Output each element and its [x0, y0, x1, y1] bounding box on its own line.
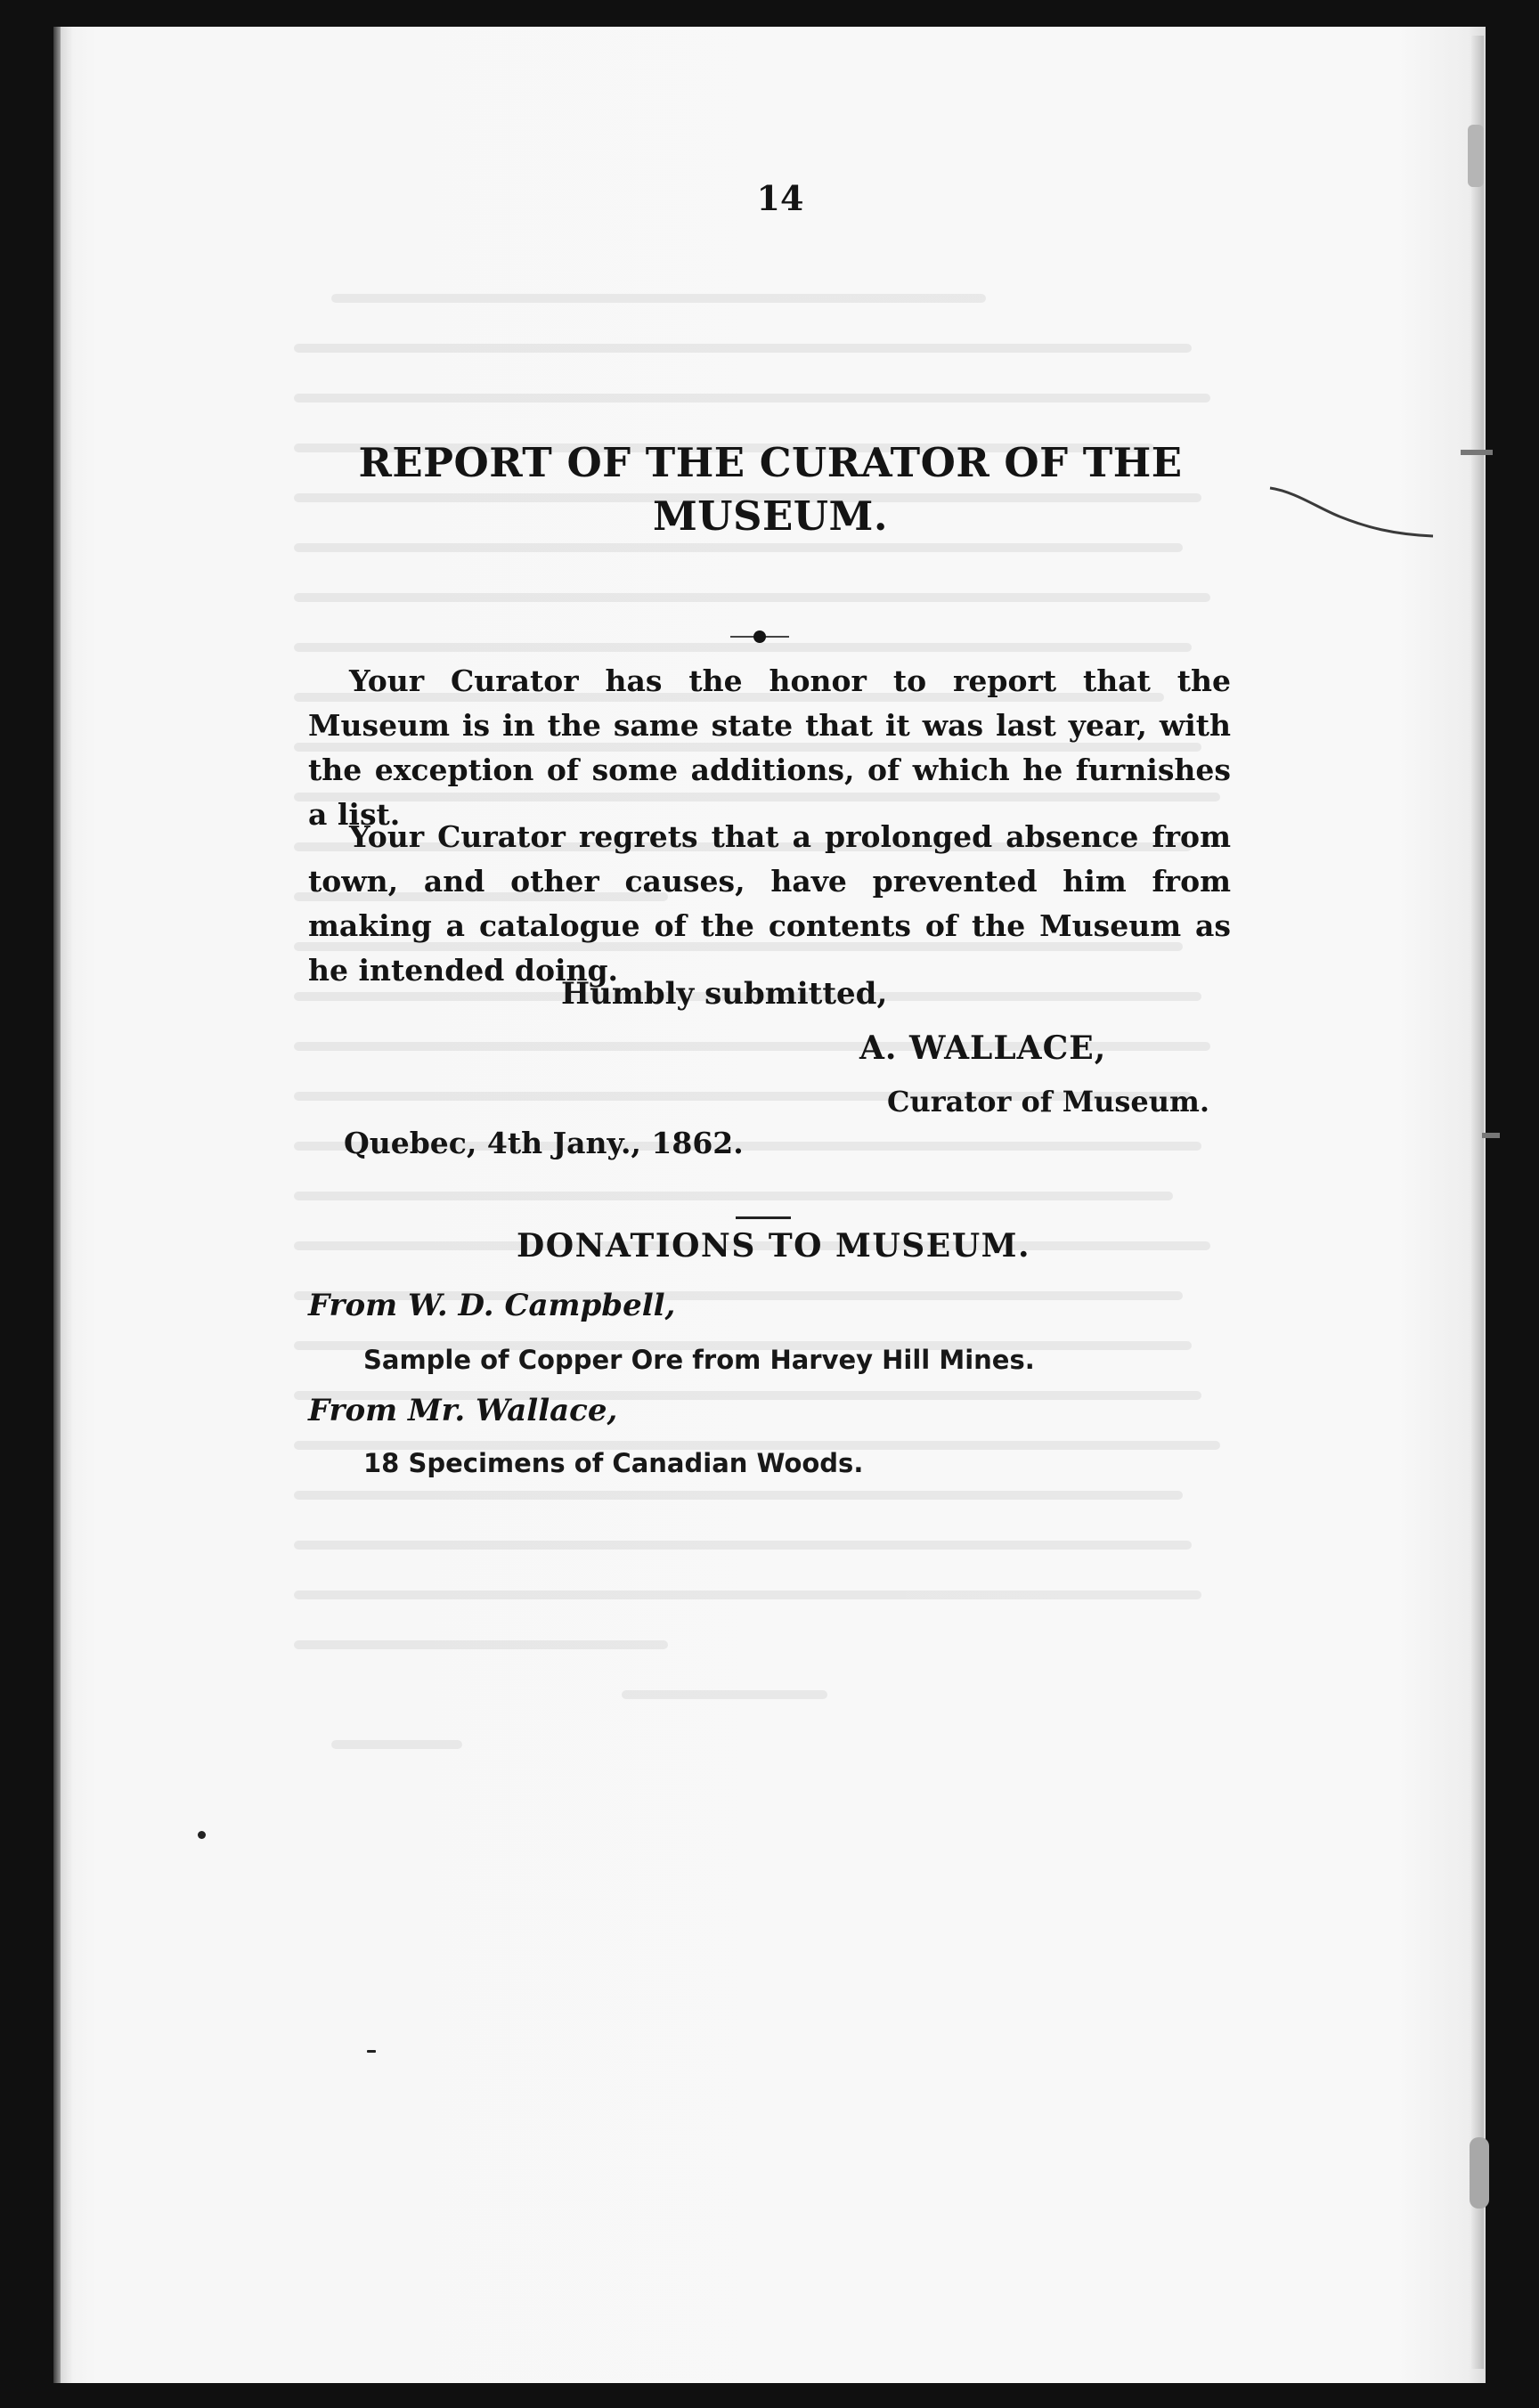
donation-item: Sample of Copper Ore from Harvey Hill Mines.	[363, 1345, 1035, 1375]
donor-name: From Mr. Wallace,	[308, 1393, 618, 1428]
donations-heading: DONATIONS TO MUSEUM.	[517, 1227, 1031, 1265]
edge-mark	[1482, 1133, 1500, 1138]
dust-speck	[198, 1831, 206, 1839]
paragraph-text: Your Curator regrets that a prolonged absence from town, and other causes, have prevented him from making a catalogue of the contents of the Museum as he intended doing.	[308, 819, 1231, 988]
dust-speck	[367, 2050, 376, 2053]
page-number: 14	[756, 178, 804, 218]
title-divider-dot	[753, 630, 766, 643]
report-paragraph	[308, 659, 1231, 837]
edge-mark	[1461, 450, 1493, 455]
section-divider	[736, 1216, 791, 1219]
signer-name: A. WALLACE,	[859, 1029, 1107, 1067]
report-title: REPORT OF THE CURATOR OF THE MUSEUM.	[358, 439, 1183, 540]
donor-name: From W. D. Campbell,	[308, 1288, 676, 1323]
signer-title: Curator of Museum.	[887, 1085, 1210, 1119]
paragraph-text: Your Curator has the honor to report that the Museum is in the same state that it was last year, with the exception of some additions, of which he furnishes a list.	[308, 663, 1231, 832]
page-edge	[1471, 36, 1484, 2369]
report-paragraph	[308, 815, 1231, 993]
closing-line: Humbly submitted,	[561, 976, 888, 1012]
donation-item: 18 Specimens of Canadian Woods.	[363, 1448, 864, 1478]
edge-mark	[1470, 2137, 1489, 2209]
dateline: Quebec, 4th Jany., 1862.	[344, 1126, 744, 1160]
page-scratch-mark	[1268, 481, 1437, 543]
